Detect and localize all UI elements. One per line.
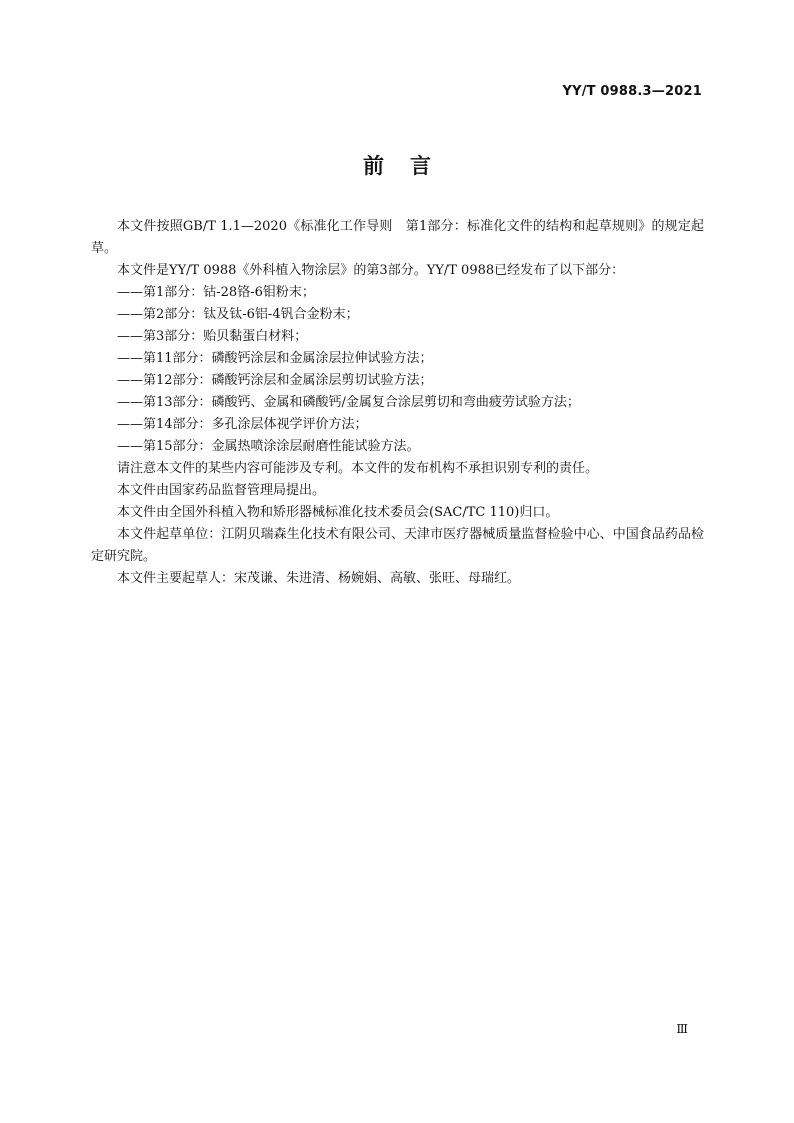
paragraph-patent-notice: 请注意本文件的某些内容可能涉及专利。本文件的发布机构不承担识别专利的责任。 (117, 461, 599, 476)
foreword-body (91, 216, 704, 590)
paragraph-drafters: 本文件主要起草人：宋茂谦、朱进清、杨婉娟、高敏、张旺、母瑞红。 (117, 571, 521, 586)
paragraph-drafting-basis: 本文件按照GB/T 1.1—2020《标准化工作导则 第1部分：标准化文件的结构和起草规则》的规定起草。 (91, 219, 704, 256)
list-item-part-12: ——第12部分：磷酸钙涂层和金属涂层剪切试验方法； (117, 373, 433, 388)
paragraph-parts-intro: 本文件是YY/T 0988《外科植入物涂层》的第3部分。YY/T 0988已经发布了以下部分： (117, 263, 625, 278)
list-item-part-13: ——第13部分：磷酸钙、金属和磷酸钙/金属复合涂层剪切和弯曲疲劳试验方法； (117, 395, 580, 410)
list-item-part-1: ——第1部分：钴-28铬-6钼粉末； (117, 285, 315, 300)
page-number: Ⅲ (676, 1022, 688, 1036)
paragraph-drafting-units: 本文件起草单位：江阴贝瑞森生化技术有限公司、天津市医疗器械质量监督检验中心、中国食品药品检定研究院。 (91, 527, 704, 564)
paragraph-proposer: 本文件由国家药品监督管理局提出。 (117, 483, 326, 498)
list-item-part-3: ——第3部分：贻贝黏蛋白材料； (117, 329, 308, 344)
standard-code: YY/T 0988.3—2021 (562, 84, 702, 99)
list-item-part-11: ——第11部分：磷酸钙涂层和金属涂层拉伸试验方法； (117, 351, 433, 366)
page-title: 前言 (363, 154, 457, 178)
paragraph-committee: 本文件由全国外科植入物和矫形器械标准化技术委员会(SAC/TC 110)归口。 (117, 505, 559, 520)
list-item-part-15: ——第15部分：金属热喷涂涂层耐磨性能试验方法。 (117, 439, 420, 454)
list-item-part-2: ——第2部分：钛及钛-6铝-4钒合金粉末； (117, 307, 359, 322)
list-item-part-14: ——第14部分：多孔涂层体视学评价方法； (117, 417, 368, 432)
